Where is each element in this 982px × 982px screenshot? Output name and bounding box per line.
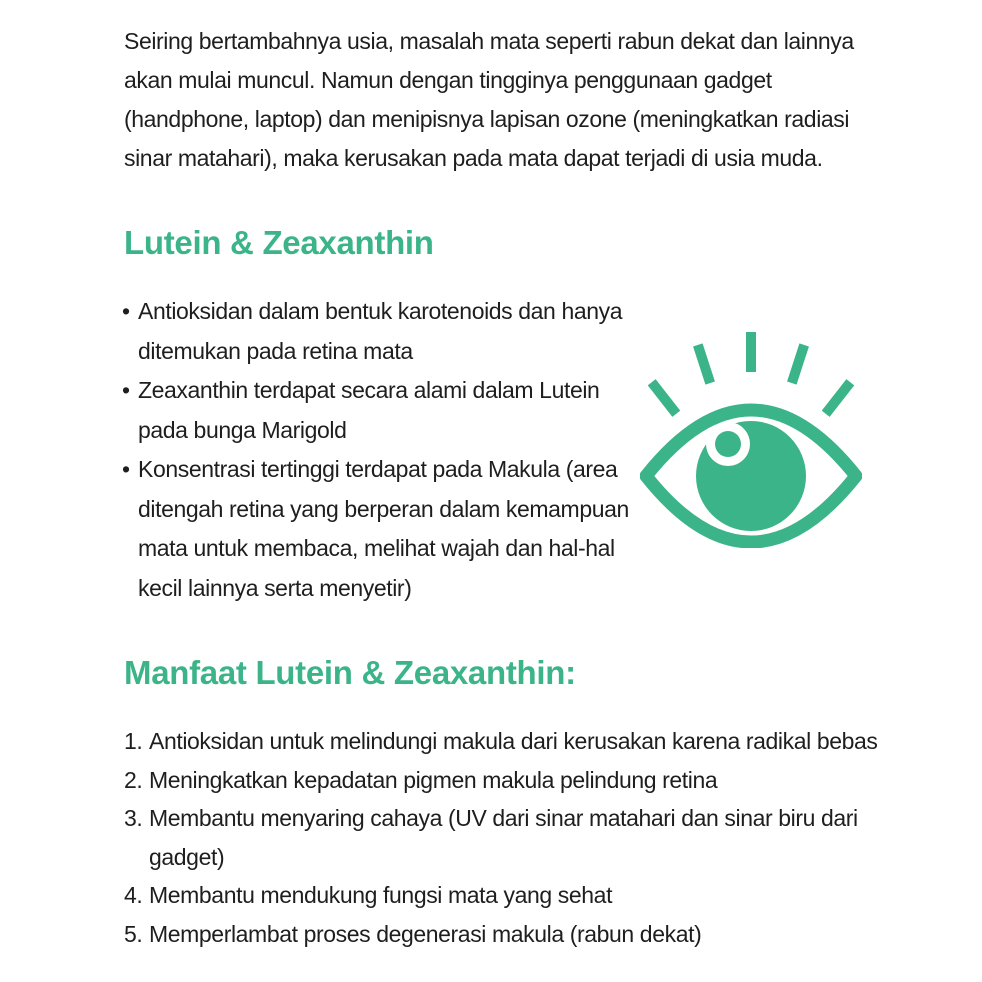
list-item	[122, 371, 622, 450]
intro-line: sinar matahari), maka kerusakan pada mata dapat terjadi di usia muda.	[124, 145, 823, 171]
list-number: 5.	[124, 920, 143, 947]
list-item-line: Memperlambat proses degenerasi makula (rabun dekat)	[149, 920, 702, 947]
list-item-line: Antioksidan untuk melindungi makula dari kerusakan karena radikal bebas	[149, 728, 878, 754]
list-number: 4.	[124, 882, 143, 908]
list-item-line: kecil lainnya serta menyetir)	[138, 574, 412, 601]
eyelash	[693, 343, 715, 384]
list-item	[124, 722, 878, 761]
eye-icon	[640, 326, 862, 548]
list-item-line: ditengah retina yang berperan dalam kemampuan	[138, 495, 629, 522]
list-number: 3.	[124, 805, 143, 831]
list-item-line: pada bunga Marigold	[138, 416, 347, 443]
bullet-marker: •	[122, 298, 130, 324]
eyelash	[746, 332, 756, 372]
intro-line: Seiring bertambahnya usia, masalah mata seperti rabun dekat dan lainnya	[124, 28, 854, 54]
eyelash	[822, 379, 855, 417]
list-item-line: Antioksidan dalam bentuk karotenoids dan hanya	[138, 298, 623, 324]
bullet-marker: •	[122, 377, 130, 403]
list-item-line: Zeaxanthin terdapat secara alami dalam Lutein	[138, 377, 600, 403]
section-heading-manfaat: Manfaat Lutein & Zeaxanthin:	[124, 654, 576, 691]
list-item	[124, 915, 864, 954]
list-item	[124, 799, 864, 876]
bullet-marker: •	[122, 456, 130, 482]
intro-paragraph	[124, 22, 854, 178]
list-number: 1.	[124, 728, 143, 754]
list-item-line: Konsentrasi tertinggi terdapat pada Makula (area	[138, 456, 618, 482]
intro-line: akan mulai muncul. Namun dengan tingginya penggunaan gadget	[124, 67, 772, 93]
list-item-line: ditemukan pada retina mata	[138, 337, 413, 364]
eyelash	[648, 379, 681, 417]
numbered-list	[124, 722, 878, 953]
list-item-line: Membantu menyaring cahaya (UV dari sinar matahari dan sinar biru dari	[149, 805, 858, 831]
eye-highlight-inner	[715, 431, 741, 457]
list-item	[122, 292, 622, 371]
list-item-line: Meningkatkan kepadatan pigmen makula pelindung retina	[149, 766, 718, 793]
list-item-line: mata untuk membaca, melihat wajah dan hal-hal	[138, 535, 615, 561]
list-number: 2.	[124, 766, 143, 793]
intro-line: (handphone, laptop) dan menipisnya lapisan ozone (meningkatkan radiasi	[124, 106, 850, 132]
list-item	[124, 876, 864, 915]
list-item-line: Membantu mendukung fungsi mata yang sehat	[149, 882, 613, 908]
list-item	[122, 450, 629, 608]
list-item-line: gadget)	[149, 843, 225, 870]
section-heading-lutein: Lutein & Zeaxanthin	[124, 224, 434, 261]
bullet-list	[122, 292, 629, 608]
eyelash	[787, 343, 809, 384]
list-item	[124, 761, 864, 800]
